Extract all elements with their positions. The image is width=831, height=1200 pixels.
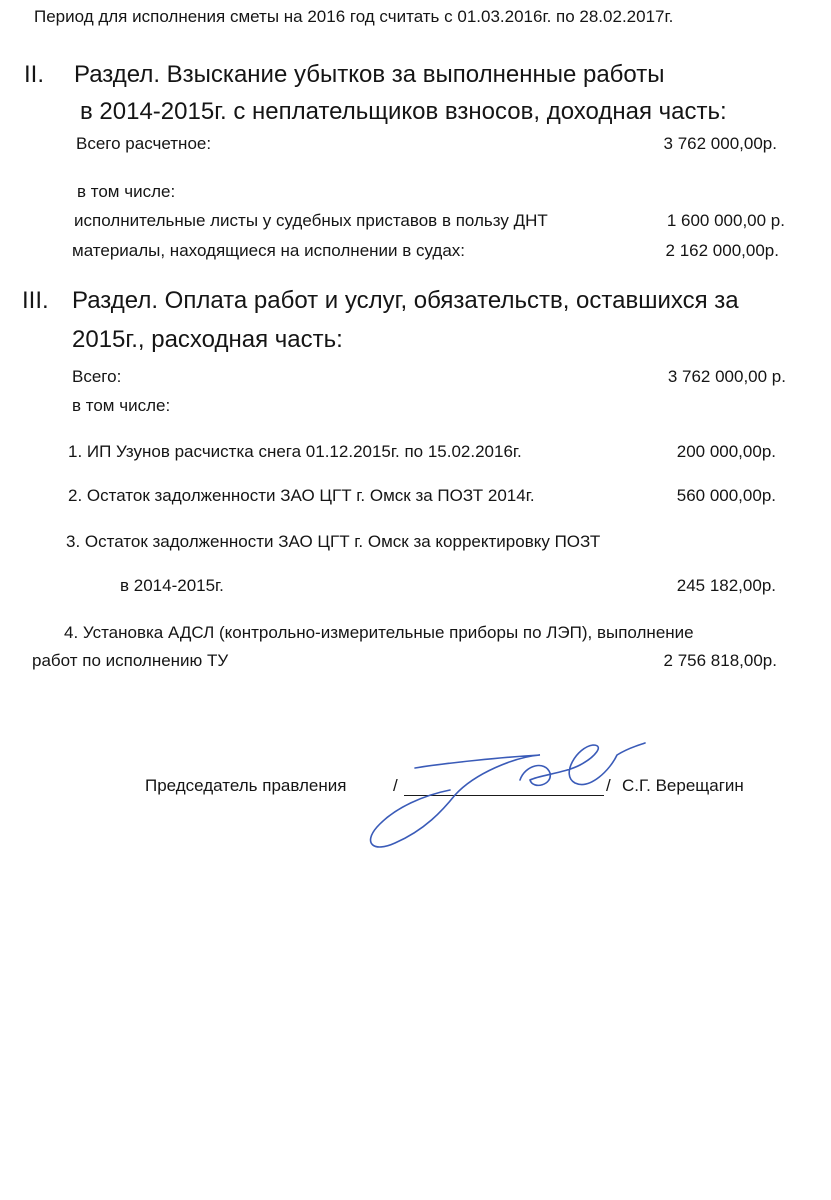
- section-3-item-4-label-cont: работ по исполнению ТУ: [32, 651, 229, 670]
- section-2-item-2-amount: 2 162 000,00р.: [665, 241, 779, 260]
- section-3-item-2-label: 2. Остаток задолженности ЗАО ЦГТ г. Омск за ПОЗТ 2014г.: [68, 486, 535, 505]
- section-3-title-line1: Раздел. Оплата работ и услуг, обязательств, оставшихся за: [72, 287, 739, 314]
- section-2-total-label: Всего расчетное:: [76, 134, 212, 153]
- signature-position: Председатель правления: [145, 776, 347, 795]
- section-3-item-3-label: 3. Остаток задолженности ЗАО ЦГТ г. Омск за корректировку ПОЗТ: [66, 532, 601, 551]
- section-2-including: в том числе:: [77, 182, 176, 201]
- section-3-item-3-amount: 245 182,00р.: [676, 576, 776, 595]
- section-3-title-line2: 2015г., расходная часть:: [72, 326, 343, 353]
- signature-slash-open: /: [393, 776, 398, 795]
- section-3-total-amount: 3 762 000,00 р.: [667, 367, 786, 386]
- section-2-item-1-amount: 1 600 000,00 р.: [666, 211, 785, 230]
- section-3-item-4-amount: 2 756 818,00р.: [663, 651, 777, 670]
- section-2-item-1-label: исполнительные листы у судебных приставов в пользу ДНТ: [74, 211, 548, 230]
- section-2-numeral: II.: [24, 61, 45, 88]
- section-3-total-label: Всего:: [72, 367, 122, 386]
- section-2-item-2-label: материалы, находящиеся на исполнении в судах:: [72, 241, 466, 260]
- signature-name: С.Г. Верещагин: [622, 776, 744, 795]
- section-2-title-line2: в 2014-2015г. с неплательщиков взносов, доходная часть:: [80, 98, 727, 125]
- signature-slash-close: /: [606, 776, 611, 795]
- signature-stroke-loops: [520, 743, 645, 785]
- section-2-title-line1: Раздел. Взыскание убытков за выполненные работы: [74, 61, 665, 88]
- section-3-item-3-label-cont: в 2014-2015г.: [120, 576, 224, 595]
- signature-stroke-main: [371, 755, 540, 847]
- section-3-item-1-amount: 200 000,00р.: [676, 442, 776, 461]
- section-2-total-amount: 3 762 000,00р.: [663, 134, 777, 153]
- handwritten-signature: [355, 735, 655, 855]
- section-3-including: в том числе:: [72, 396, 171, 415]
- section-3-numeral: III.: [22, 287, 49, 314]
- period-line: Период для исполнения сметы на 2016 год считать с 01.03.2016г. по 28.02.2017г.: [34, 7, 674, 26]
- section-3-item-1-label: 1. ИП Узунов расчистка снега 01.12.2015г. по 15.02.2016г.: [68, 442, 522, 461]
- section-3-item-4-label: 4. Установка АДСЛ (контрольно-измерительные приборы по ЛЭП), выполнение: [64, 623, 694, 642]
- section-3-item-2-amount: 560 000,00р.: [676, 486, 776, 505]
